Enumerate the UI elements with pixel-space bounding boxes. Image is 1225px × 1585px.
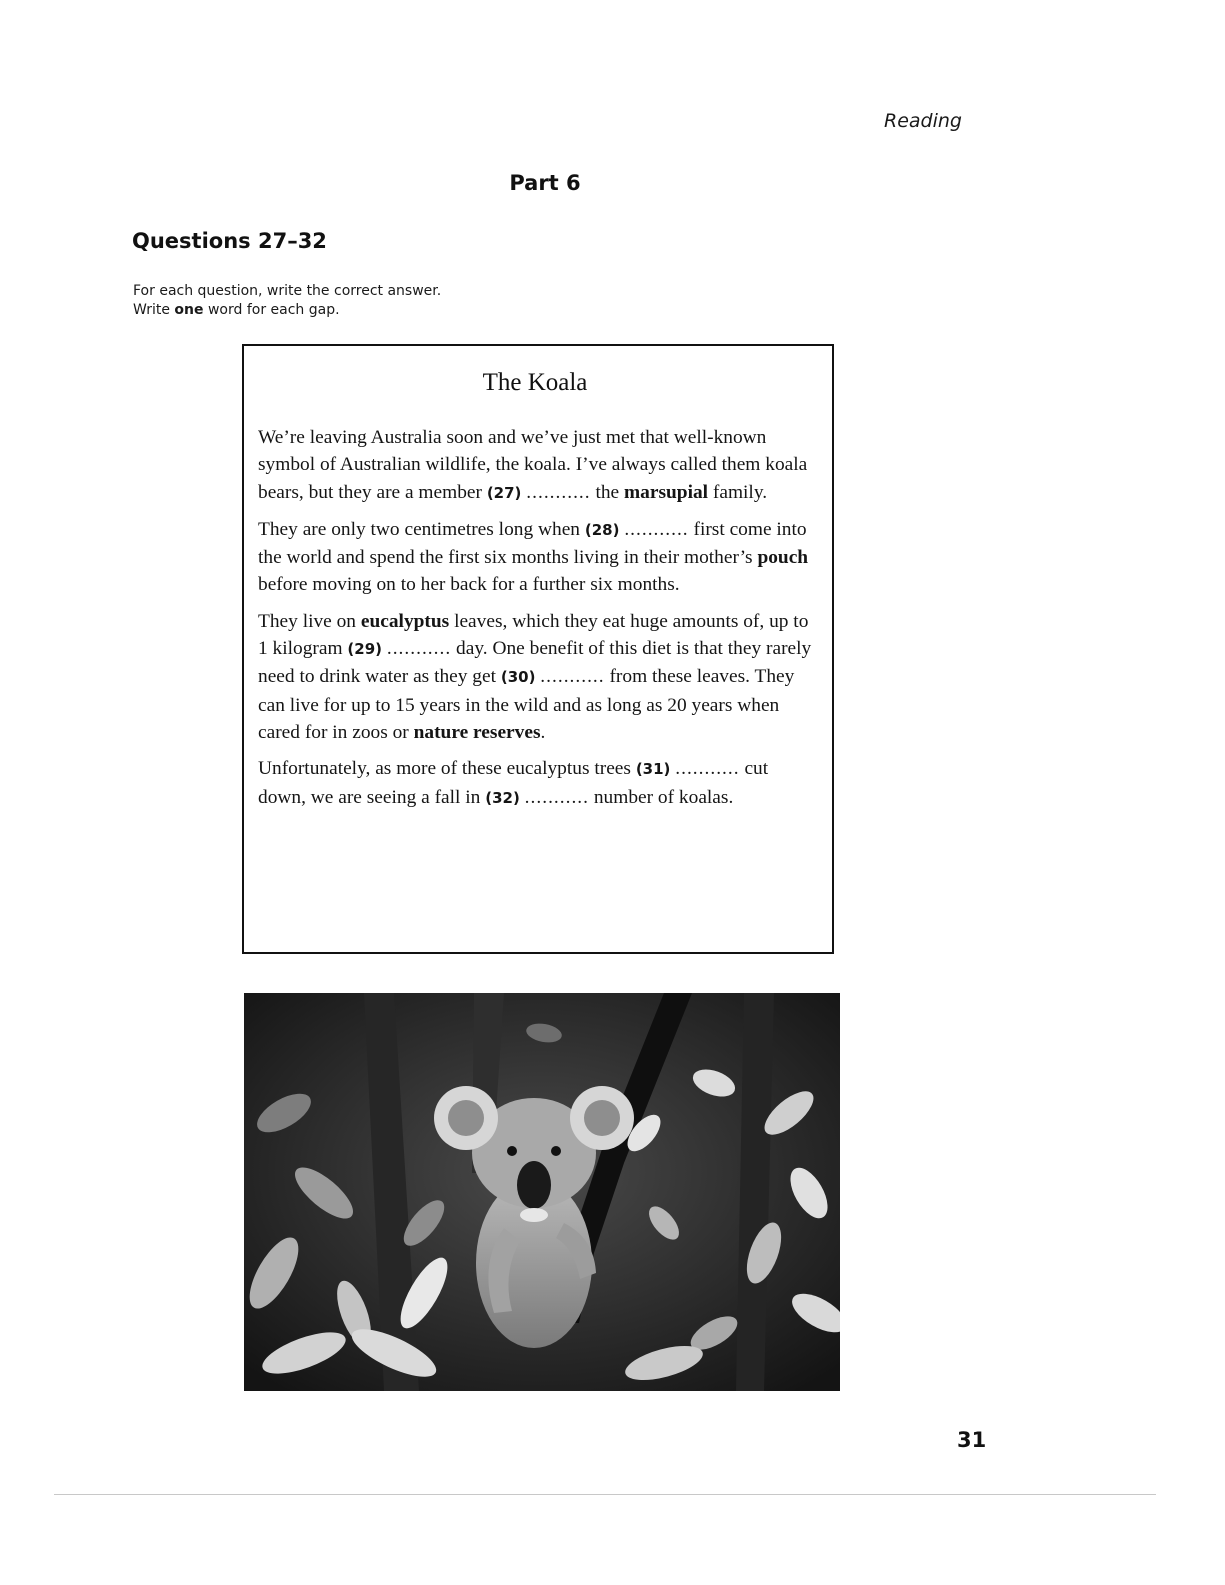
gap-number-28: (28) (584, 520, 620, 539)
paragraph-text: They are only two centimetres long when (258, 518, 585, 540)
paragraph-text: from these leaves. They can live for up to 15 years in the wild and as long as 20 years when cared for in zoos or (258, 666, 795, 743)
paragraph-text: family. (708, 481, 768, 503)
part-title: Part 6 (509, 171, 581, 195)
paragraph-text: They live on (258, 610, 361, 632)
instructions (133, 282, 441, 320)
article-paragraph (258, 424, 812, 507)
answer-gap-27[interactable]: ........... (526, 481, 591, 503)
section-label: Reading (884, 110, 962, 132)
footer-divider (54, 1494, 1156, 1495)
instruction-line-1: For each question, write the correct answer. (133, 283, 442, 299)
paragraph-text: cut down, we are seeing a fall in (258, 758, 769, 808)
vocab-word: eucalyptus (360, 610, 450, 632)
gap-number-30: (30) (500, 668, 536, 687)
paragraph-text: Unfortunately, as more of these eucalyptus trees (258, 758, 636, 780)
paragraph-text: day. One benefit of this diet is that they rarely need to drink water as they get (258, 638, 812, 688)
koala-photo (244, 993, 840, 1391)
page-number: 31 (957, 1428, 987, 1452)
paragraph-text: . (540, 721, 546, 743)
answer-gap-29[interactable]: ........... (386, 638, 452, 660)
answer-gap-28[interactable]: ........... (624, 518, 689, 540)
gap-number-32: (32) (485, 788, 520, 807)
questions-title: Questions 27–32 (132, 229, 327, 253)
gap-number-29: (29) (347, 640, 382, 659)
koala-illustration (244, 993, 840, 1391)
vocab-word: marsupial (624, 481, 709, 503)
article-paragraph (258, 608, 812, 746)
article-paragraph (258, 755, 812, 812)
article-paragraph (258, 516, 812, 599)
gap-number-31: (31) (635, 760, 671, 779)
article-box (242, 344, 834, 954)
vocab-word: pouch (757, 547, 809, 569)
paragraph-text: We’re leaving Australia soon and we’ve just met that well-known symbol of Australian wildlife, the koala. I’ve always called them koala bears, but they are a member (258, 427, 808, 503)
paragraph-text: before moving on to her back for a further six months. (258, 574, 680, 596)
instruction-text: Write (133, 302, 175, 318)
paragraph-text: leaves, which they eat huge amounts of, up to 1 kilogram (258, 610, 809, 660)
paragraph-text: first come into the world and spend the first six months living in their mother’s (258, 518, 807, 569)
instruction-emphasis: one (174, 302, 204, 318)
answer-gap-31[interactable]: ........... (675, 758, 740, 780)
instruction-text: word for each gap. (203, 302, 340, 318)
paragraph-text: the (590, 481, 624, 503)
vocab-word: nature reserves (413, 721, 541, 743)
article-title: The Koala (482, 369, 588, 396)
answer-gap-32[interactable]: ........... (524, 786, 589, 808)
gap-number-27: (27) (486, 483, 522, 502)
instruction-line-2 (133, 301, 441, 320)
answer-gap-30[interactable]: ........... (540, 666, 605, 688)
paragraph-text: number of koalas. (589, 786, 734, 808)
